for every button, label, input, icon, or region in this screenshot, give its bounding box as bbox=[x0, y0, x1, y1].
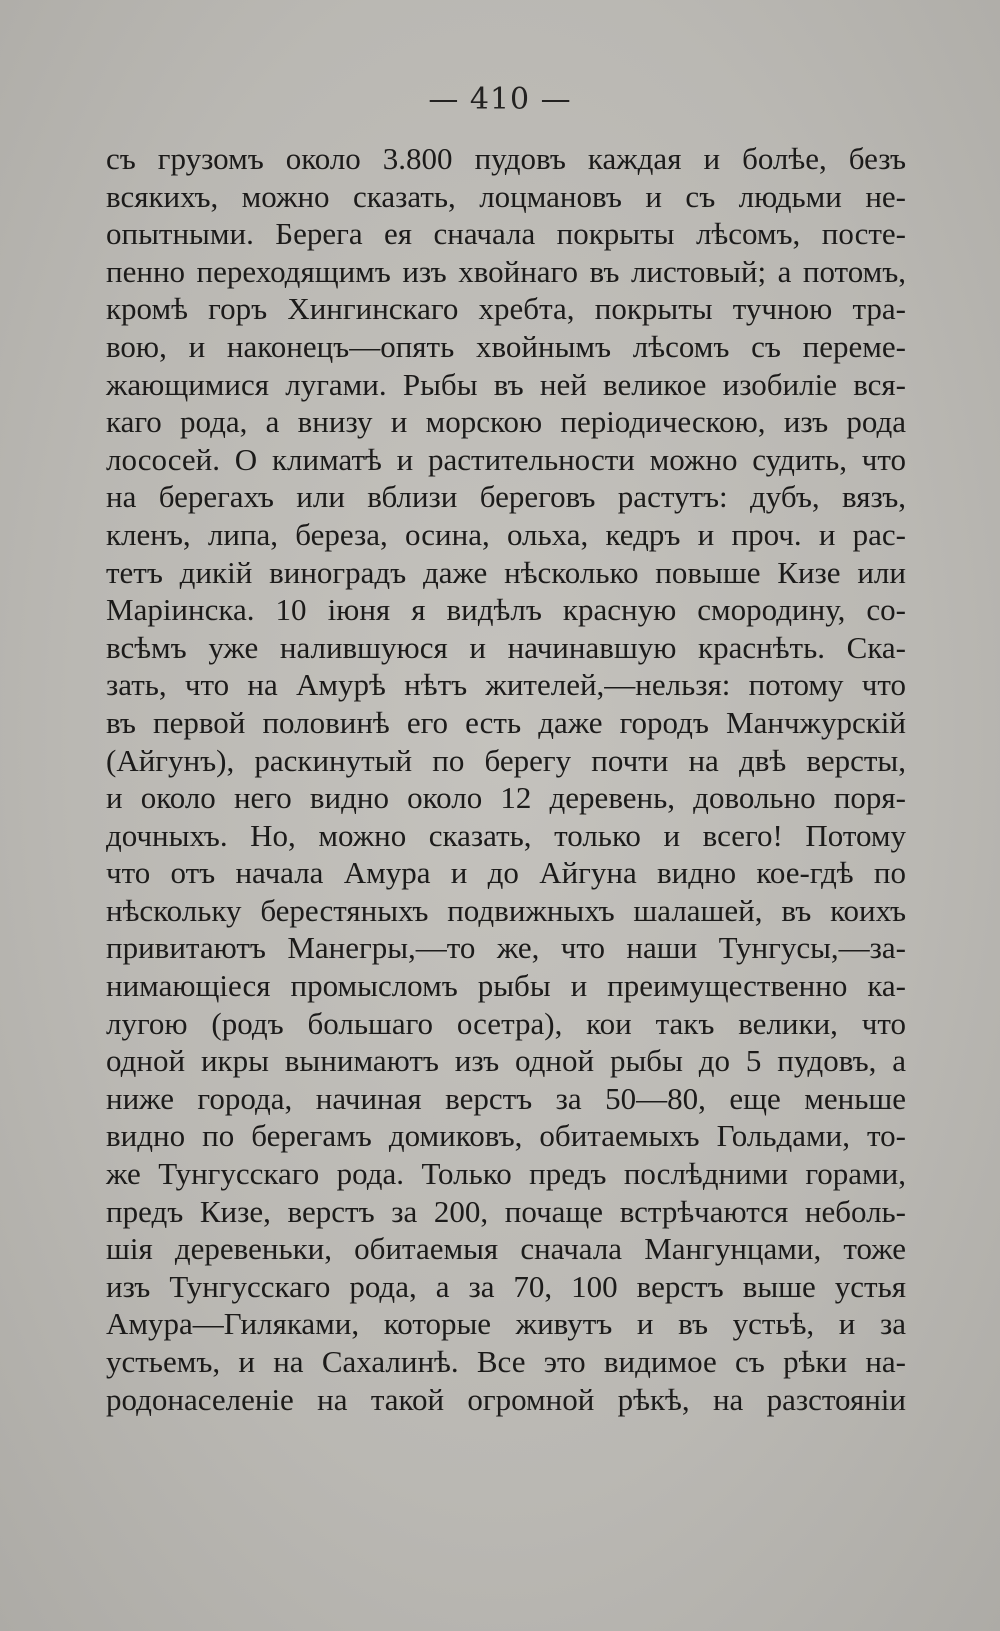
text-line: каго рода, а внизу и морскою періодическою, изъ рода bbox=[106, 404, 906, 440]
text-line: опытными. Берега ея сначала покрыты лѣсомъ, посте- bbox=[106, 216, 906, 252]
text-line: и около него видно около 12 деревень, довольно поря- bbox=[106, 780, 906, 816]
text-line: на берегахъ или вблизи береговъ растутъ: дубъ, вязъ, bbox=[106, 479, 906, 515]
text-line: нимающіеся промысломъ рыбы и преимущественно ка- bbox=[106, 968, 906, 1004]
text-line: Маріинска. 10 іюня я видѣлъ красную смородину, со- bbox=[106, 592, 906, 628]
text-line: пенно переходящимъ изъ хвойнаго въ листовый; а потомъ, bbox=[106, 253, 906, 289]
text-line: съ грузомъ около 3.800 пудовъ каждая и болѣе, безъ bbox=[106, 141, 906, 176]
text-line: всѣмъ уже налившуюся и начинавшую краснѣть. Ска- bbox=[106, 629, 906, 665]
text-line: видно по берегамъ домиковъ, обитаемыхъ Гольдами, то- bbox=[106, 1118, 906, 1154]
text-line: устьемъ, и на Сахалинѣ. Все это видимое съ рѣки на- bbox=[106, 1344, 906, 1379]
text-line: тетъ дикій виноградъ даже нѣсколько повыше Кизе или bbox=[106, 554, 906, 590]
text-line: въ первой половинѣ его есть даже городъ Манчжурскій bbox=[106, 704, 906, 740]
text-line: (Айгунъ), раскинутый по берегу почти на двѣ версты, bbox=[106, 742, 906, 778]
text-line: изъ Тунгусскаго рода, а за 70, 100 верстъ выше устья bbox=[106, 1268, 906, 1304]
text-line: что отъ начала Амура и до Айгуна видно кое-гдѣ по bbox=[106, 855, 906, 891]
text-line: шія деревеньки, обитаемыя сначала Мангунцами, тоже bbox=[106, 1231, 906, 1267]
text-line: нѣскольку берестяныхъ подвижныхъ шалашей, въ коихъ bbox=[106, 892, 906, 928]
text-line: вою, и наконецъ—опять хвойнымъ лѣсомъ съ переме- bbox=[106, 328, 906, 364]
text-line: Амура—Гиляками, которые живутъ и въ устьѣ, и за bbox=[106, 1306, 906, 1342]
text-line: всякихъ, можно сказать, лоцмановъ и съ людьми не- bbox=[106, 178, 906, 214]
page-number: — 410 — bbox=[428, 82, 572, 117]
text-line: предъ Кизе, верстъ за 200, почаще встрѣчаются неболь- bbox=[106, 1193, 906, 1229]
text-line: одной икры вынимаютъ изъ одной рыбы до 5 пудовъ, а bbox=[106, 1043, 906, 1079]
text-line: ниже города, начиная верстъ за 50—80, еще меньше bbox=[106, 1080, 906, 1116]
text-line: же Тунгусскаго рода. Только предъ послѣдними горами, bbox=[106, 1156, 906, 1192]
text-line: кленъ, липа, береза, осина, ольха, кедръ и проч. и рас- bbox=[106, 516, 906, 552]
body-text bbox=[106, 140, 906, 1418]
text-line: родонаселеніе на такой огромной рѣкѣ, на разстояніи bbox=[106, 1381, 906, 1417]
text-line: лососей. О климатѣ и растительности можно судить, что bbox=[106, 441, 906, 477]
text-line: зать, что на Амурѣ нѣтъ жителей,—нельзя: потому что bbox=[106, 667, 906, 703]
text-line: жающимися лугами. Рыбы въ ней великое изобиліе вся- bbox=[106, 366, 906, 402]
text-line: лугою (родъ большаго осетра), кои такъ велики, что bbox=[106, 1005, 906, 1041]
text-line: дочныхъ. Но, можно сказать, только и всего! Потому bbox=[106, 817, 906, 853]
text-line: кромѣ горъ Хингинскаго хребта, покрыты тучною тра- bbox=[106, 291, 906, 327]
text-line: привитаютъ Манегры,—то же, что наши Тунгусы,—за- bbox=[106, 930, 906, 966]
